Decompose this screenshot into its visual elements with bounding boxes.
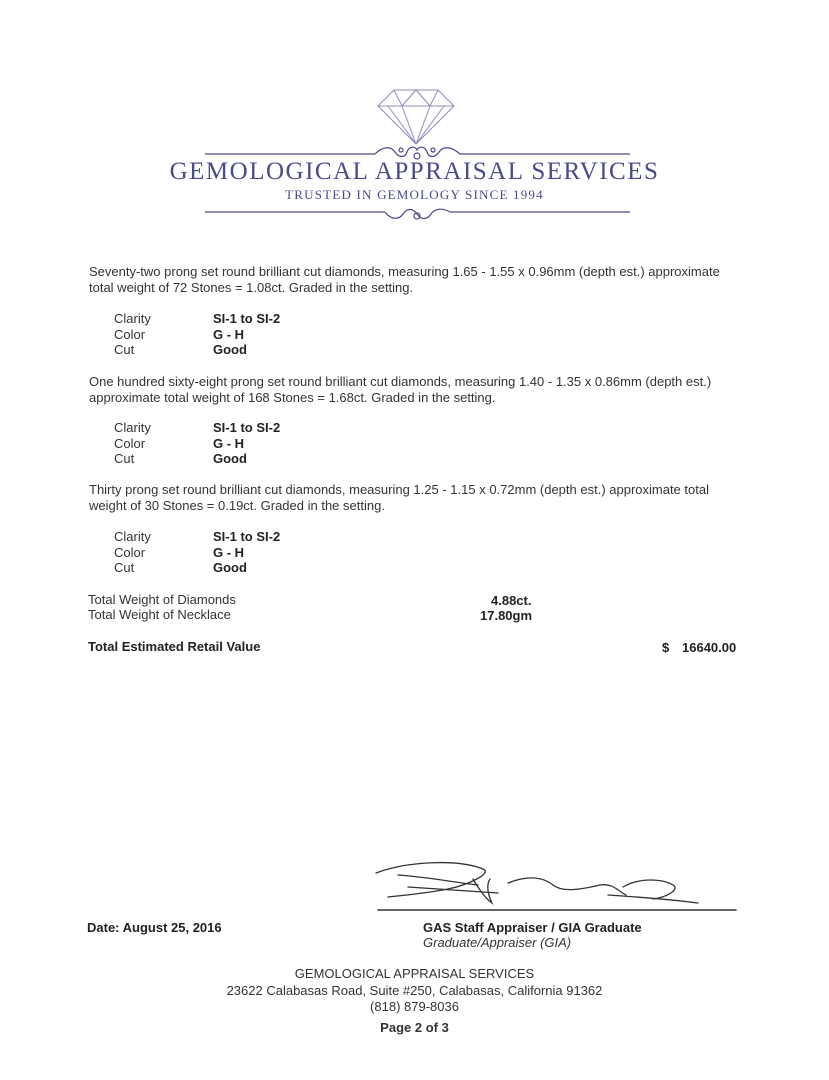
spec-label: Color: [114, 326, 146, 342]
retail-value-label: Total Estimated Retail Value: [88, 639, 261, 654]
spec-value: Good: [213, 342, 247, 357]
appraiser-subtitle: Graduate/Appraiser (GIA): [423, 935, 572, 950]
spec-row-color: [114, 436, 280, 452]
total-diamonds-value: 4.88ct.: [491, 593, 532, 608]
spec-row-clarity: [114, 529, 280, 545]
spec-row-clarity: [114, 311, 280, 327]
spec-label: Cut: [114, 560, 135, 575]
spec-row-cut: [114, 451, 280, 467]
letterhead: [0, 80, 829, 230]
footer-address: 23622 Calabasas Road, Suite #250, Calabasas, California 91362: [226, 983, 603, 998]
spec-label: Cut: [114, 342, 135, 357]
spec-row-clarity: [114, 420, 280, 436]
spec-value: SI-1 to SI-2: [213, 420, 281, 435]
spec-row-cut: [114, 560, 280, 576]
ornament-bottom-icon: [205, 202, 630, 224]
stone-group-1-description: Seventy-two prong set round brilliant cut diamonds, measuring 1.65 - 1.55 x 0.96mm (depth est.) approximate total weight of 72 Stones = 1.08ct. Graded in the setting.: [89, 264, 720, 295]
total-necklace-label: Total Weight of Necklace: [88, 607, 231, 622]
stone-group-1-specs: [114, 311, 280, 358]
spec-row-cut: [114, 342, 280, 358]
spec-label: Color: [114, 435, 146, 451]
spec-value: G - H: [213, 435, 245, 451]
diamond-icon: [376, 88, 456, 146]
company-name: GEMOLOGICAL APPRAISAL SERVICES: [169, 158, 660, 185]
stone-group-2-specs: [114, 420, 280, 467]
spec-row-color: [114, 327, 280, 343]
spec-value: Good: [213, 451, 247, 466]
retail-currency: $: [662, 640, 670, 655]
spec-label: Clarity: [114, 311, 151, 326]
footer-phone: (818) 879-8036: [370, 999, 459, 1014]
spec-value: SI-1 to SI-2: [213, 529, 281, 544]
spec-row-color: [114, 545, 280, 561]
total-necklace-value: 17.80gm: [480, 608, 533, 623]
spec-value: G - H: [213, 544, 245, 560]
stone-group-3-description: Thirty prong set round brilliant cut diamonds, measuring 1.25 - 1.15 x 0.72mm (depth est.) approximate total weight of 30 Stones = 0.19ct. Graded in the setting.: [89, 482, 709, 513]
spec-value: G - H: [213, 326, 245, 342]
stone-group-3-specs: [114, 529, 280, 576]
retail-value: 16640.00: [682, 640, 737, 655]
spec-label: Color: [114, 544, 146, 560]
footer-company: GEMOLOGICAL APPRAISAL SERVICES: [294, 966, 535, 981]
spec-label: Cut: [114, 451, 135, 466]
spec-label: Clarity: [114, 420, 151, 435]
spec-value: Good: [213, 560, 247, 575]
total-diamonds-label: Total Weight of Diamonds: [88, 592, 236, 607]
appraisal-date: Date: August 25, 2016: [87, 920, 222, 935]
appraiser-title: GAS Staff Appraiser / GIA Graduate: [423, 920, 642, 935]
spec-value: SI-1 to SI-2: [213, 311, 281, 326]
stone-group-2-description: One hundred sixty-eight prong set round brilliant cut diamonds, measuring 1.40 - 1.35 x 0.86mm (depth est.) approximate total weight of 168 Stones = 1.68ct. Graded in the setting.: [89, 374, 712, 405]
signature-image: [368, 855, 740, 915]
page-number: Page 2 of 3: [380, 1020, 449, 1035]
spec-label: Clarity: [114, 529, 151, 544]
company-tagline: TRUSTED IN GEMOLOGY SINCE 1994: [285, 187, 544, 202]
